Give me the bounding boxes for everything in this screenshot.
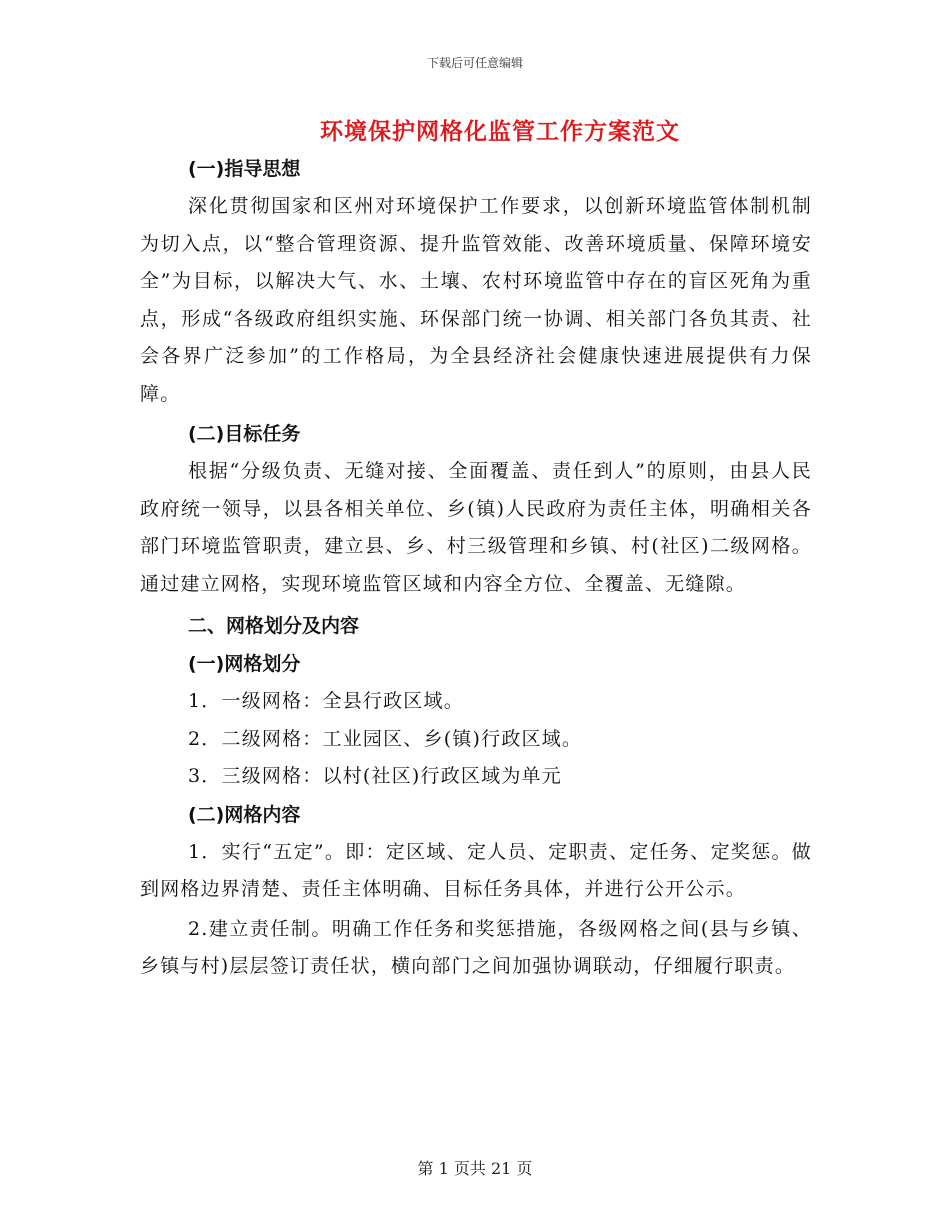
page-footer: 第 1 页共 21 页 <box>417 1159 533 1178</box>
list-item: 1．一级网格：全县行政区域。 <box>188 690 464 712</box>
section-heading-grid-division: (一)网格划分 <box>188 653 301 675</box>
objectives-paragraph: 根据“分级负责、无缝对接、全面覆盖、责任到人”的原则，由县人民政府统一领导，以县各相关单位、乡(镇)人民政府为责任主体，明确相关各部门环境监管职责，建立县、乡、村三级管理和乡镇、村(社区)二级网格。通过建立网格，实现环境监管区域和内容全方位、全覆盖、无缝隙。 <box>140 460 812 595</box>
grid-content-paragraph-2: 2.建立责任制。明确工作任务和奖惩措施，各级网格之间(县与乡镇、乡镇与村)层层签订责任状，横向部门之间加强协调联动，仔细履行职责。 <box>140 917 812 977</box>
document-title: 环境保护网格化监管工作方案范文 <box>320 119 680 145</box>
list-item: 2．二级网格：工业园区、乡(镇)行政区域。 <box>188 727 583 750</box>
grid-content-paragraph-1: 1．实行“五定”。即：定区域、定人员、定职责、定任务、定奖惩。做到网格边界清楚、责任主体明确、目标任务具体，并进行公开公示。 <box>140 840 812 900</box>
section-heading-guiding-ideology: (一)指导思想 <box>188 158 301 180</box>
part-heading-grid-division: 二、网格划分及内容 <box>188 615 360 637</box>
document-body <box>140 150 812 986</box>
page-header: 下载后可任意编辑 <box>426 56 523 70</box>
list-item: 3．三级网格：以村(社区)行政区域为单元 <box>188 765 562 787</box>
section-heading-objectives: (二)目标任务 <box>188 423 301 445</box>
guiding-ideology-paragraph: 深化贯彻国家和区州对环境保护工作要求，以创新环境监管体制机制为切入点，以“整合管理资源、提升监管效能、改善环境质量、保障环境安全”为目标，以解决大气、水、土壤、农村环境监管中存在的盲区死角为重点，形成“各级政府组织实施、环保部门统一协调、相关部门各负其责、社会各界广泛参加”的工作格局，为全县经济社会健康快速进展提供有力保障。 <box>140 195 812 405</box>
section-heading-grid-content: (二)网格内容 <box>188 803 301 826</box>
